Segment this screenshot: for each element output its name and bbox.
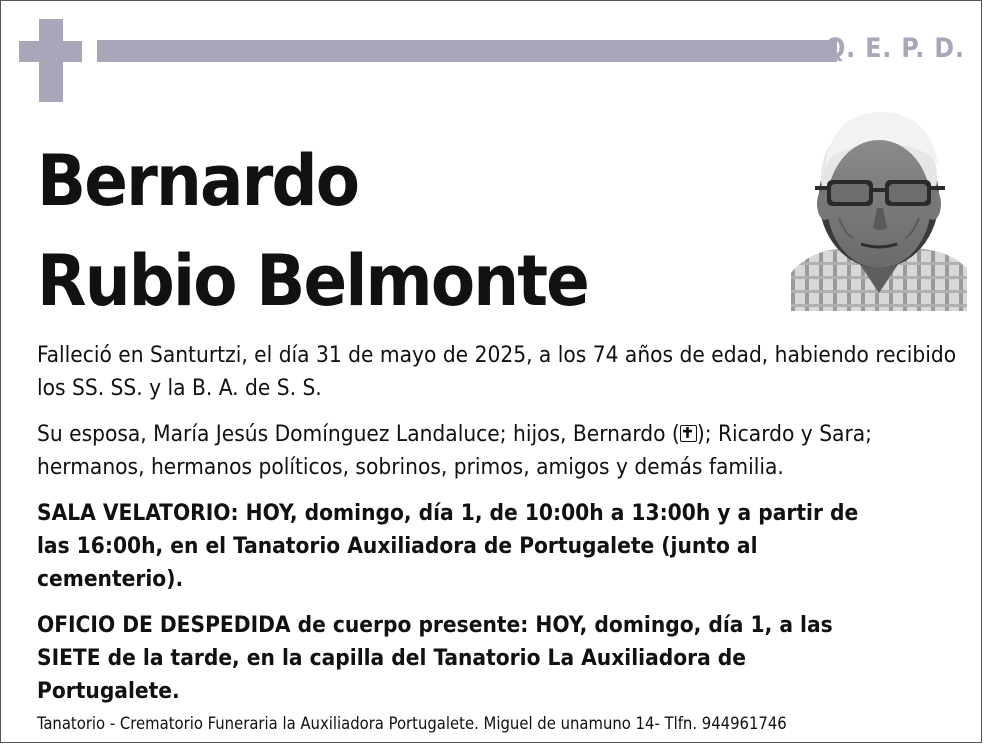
family-text-before: Su esposa, María Jesús Domínguez Landaluce; hijos, Bernardo ( xyxy=(37,421,680,447)
death-notice: Falleció en Santurtzi, el día 31 de mayo de 2025, a los 74 años de edad, habiendo recibido los SS. SS. y la B. A. de S. S. xyxy=(37,342,957,401)
wake-info: SALA VELATORIO: HOY, domingo, día 1, de 10:00h a 13:00h y a partir de las 16:00h, en el Tanatorio Auxiliadora de Portugalete (junto al cementerio). xyxy=(37,500,859,592)
funeral-home-footer: Tanatorio - Crematorio Funeraria la Auxiliadora Portugalete. Miguel de unamuno 14- Tlfn. 944961746 xyxy=(37,714,787,733)
portrait-image xyxy=(791,108,967,311)
header-rule xyxy=(97,40,837,62)
family-notice xyxy=(37,418,957,484)
qepd-label: Q. E. P. D. xyxy=(825,33,965,64)
deceased-first-name: Bernardo xyxy=(37,140,359,222)
deceased-name xyxy=(37,131,588,331)
deceased-portrait xyxy=(791,108,967,311)
notice-body xyxy=(37,339,957,721)
funeral-service-info: OFICIO DE DESPEDIDA de cuerpo presente: HOY, domingo, día 1, a las SIETE de la tarde, en la capilla del Tanatorio La Auxiliadora de Portugalete. xyxy=(37,612,833,704)
deceased-last-names: Rubio Belmonte xyxy=(37,240,589,322)
family-text-after: ); Ricardo y Sara; hermanos, hermanos políticos, sobrinos, primos, amigos y demás familia. xyxy=(37,421,872,480)
cross-horizontal-bar xyxy=(19,41,82,62)
small-cross-icon xyxy=(680,425,697,442)
